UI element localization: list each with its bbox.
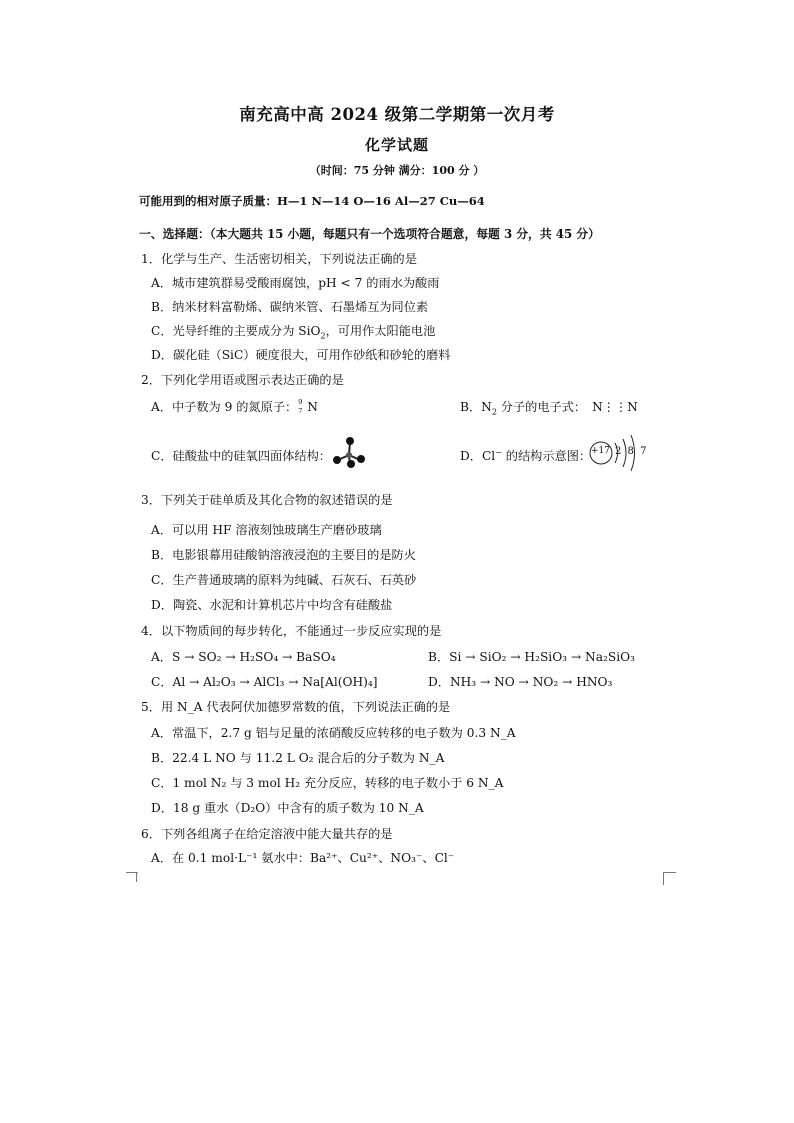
question-3-option-c: C．生产普通玻璃的原料为纯碱、石灰石、石英砂 [151, 573, 417, 587]
electron-shell-counts: 2 8 7 [615, 446, 648, 457]
atomic-masses: 可能用到的相对原子质量：H—1 N—14 O—16 Al—27 Cu—64 [139, 194, 485, 208]
silicon-oxygen-tetrahedron-diagram [332, 436, 366, 468]
question-4-option-b: B．Si → SiO₂ → H₂SiO₃ → Na₂SiO₃ [428, 650, 635, 664]
question-2-option-a: A．中子数为 9 的氮原子： 9 7 N [151, 397, 318, 415]
exam-title: 南充高中高 2024 级第二学期第一次月考 [239, 105, 555, 124]
question-2-option-c: C．硅酸盐中的硅氧四面体结构： [151, 449, 331, 463]
exam-time-info: （时间：75 分钟 满分：100 分 ） [309, 164, 485, 177]
question-2-option-b: B．$N_2$ 分子的电子式： N⋮⋮N [460, 400, 638, 417]
question-5-option-a: A．常温下，2.7 g 铝与足量的浓硝酸反应转移的电子数为 0.3 N_A [151, 726, 516, 740]
question-4-option-c: C．Al → Al₂O₃ → AlCl₃ → Na[Al(OH)₄] [151, 675, 378, 689]
question-1-option-d: D．碳化硅（SiC）硬度很大，可用作砂纸和砂轮的磨料 [151, 348, 451, 362]
question-2-option-d: D．Cl− 的结构示意图： [460, 447, 592, 463]
question-4-stem: 4．以下物质间的每步转化，不能通过一步反应实现的是 [141, 624, 442, 638]
question-5-stem: 5．用 N_A 代表阿伏加德罗常数的值，下列说法正确的是 [141, 700, 451, 714]
question-1-option-b: B．纳米材料富勒烯、碳纳米管、石墨烯互为同位素 [151, 300, 429, 314]
question-3-option-b: B．电影银幕用硅酸钠溶液浸泡的主要目的是防火 [151, 548, 416, 562]
nuclide-notation: 9 7 [298, 397, 303, 415]
nucleus-charge-label: +17 [591, 446, 610, 456]
question-6-option-a: A．在 0.1 mol·L⁻¹ 氨水中：Ba²⁺、Cu²⁺、NO₃⁻、Cl⁻ [151, 851, 455, 865]
crop-mark-right [663, 872, 676, 885]
question-5-option-b: B．22.4 L NO 与 11.2 L O₂ 混合后的分子数为 N_A [151, 751, 445, 765]
section-heading: 一、选择题：（本大题共 15 小题，每题只有一个选项符合题意，每题 3 分，共 45 分） [139, 227, 600, 241]
crop-mark-left-vertical [136, 872, 149, 882]
question-1-option-a: A．城市建筑群易受酸雨腐蚀，pH < 7 的雨水为酸雨 [151, 276, 440, 290]
chloride-ion-structure-diagram [588, 432, 648, 472]
question-4-option-d: D．NH₃ → NO → NO₂ → HNO₃ [428, 675, 613, 689]
question-1-stem: 1．化学与生产、生活密切相关，下列说法正确的是 [141, 252, 417, 266]
question-3-option-a: A．可以用 HF 溶液刻蚀玻璃生产磨砂玻璃 [151, 523, 382, 537]
question-6-stem: 6．下列各组离子在给定溶液中能大量共存的是 [141, 827, 393, 841]
question-2-stem: 2．下列化学用语或图示表达正确的是 [141, 373, 344, 387]
exam-subtitle: 化学试题 [364, 136, 429, 154]
question-5-option-d: D．18 g 重水（D₂O）中含有的质子数为 10 N_A [151, 801, 424, 815]
question-5-option-c: C．1 mol N₂ 与 3 mol H₂ 充分反应，转移的电子数小于 6 N_A [151, 776, 504, 790]
question-3-stem: 3．下列关于硅单质及其化合物的叙述错误的是 [141, 493, 393, 507]
question-3-option-d: D．陶瓷、水泥和计算机芯片中均含有硅酸盐 [151, 598, 393, 612]
question-1-option-c: C．光导纤维的主要成分为 SiO$_2$，可用作太阳能电池 [151, 324, 436, 341]
question-4-option-a: A．S → SO₂ → H₂SO₄ → BaSO₄ [151, 650, 336, 664]
